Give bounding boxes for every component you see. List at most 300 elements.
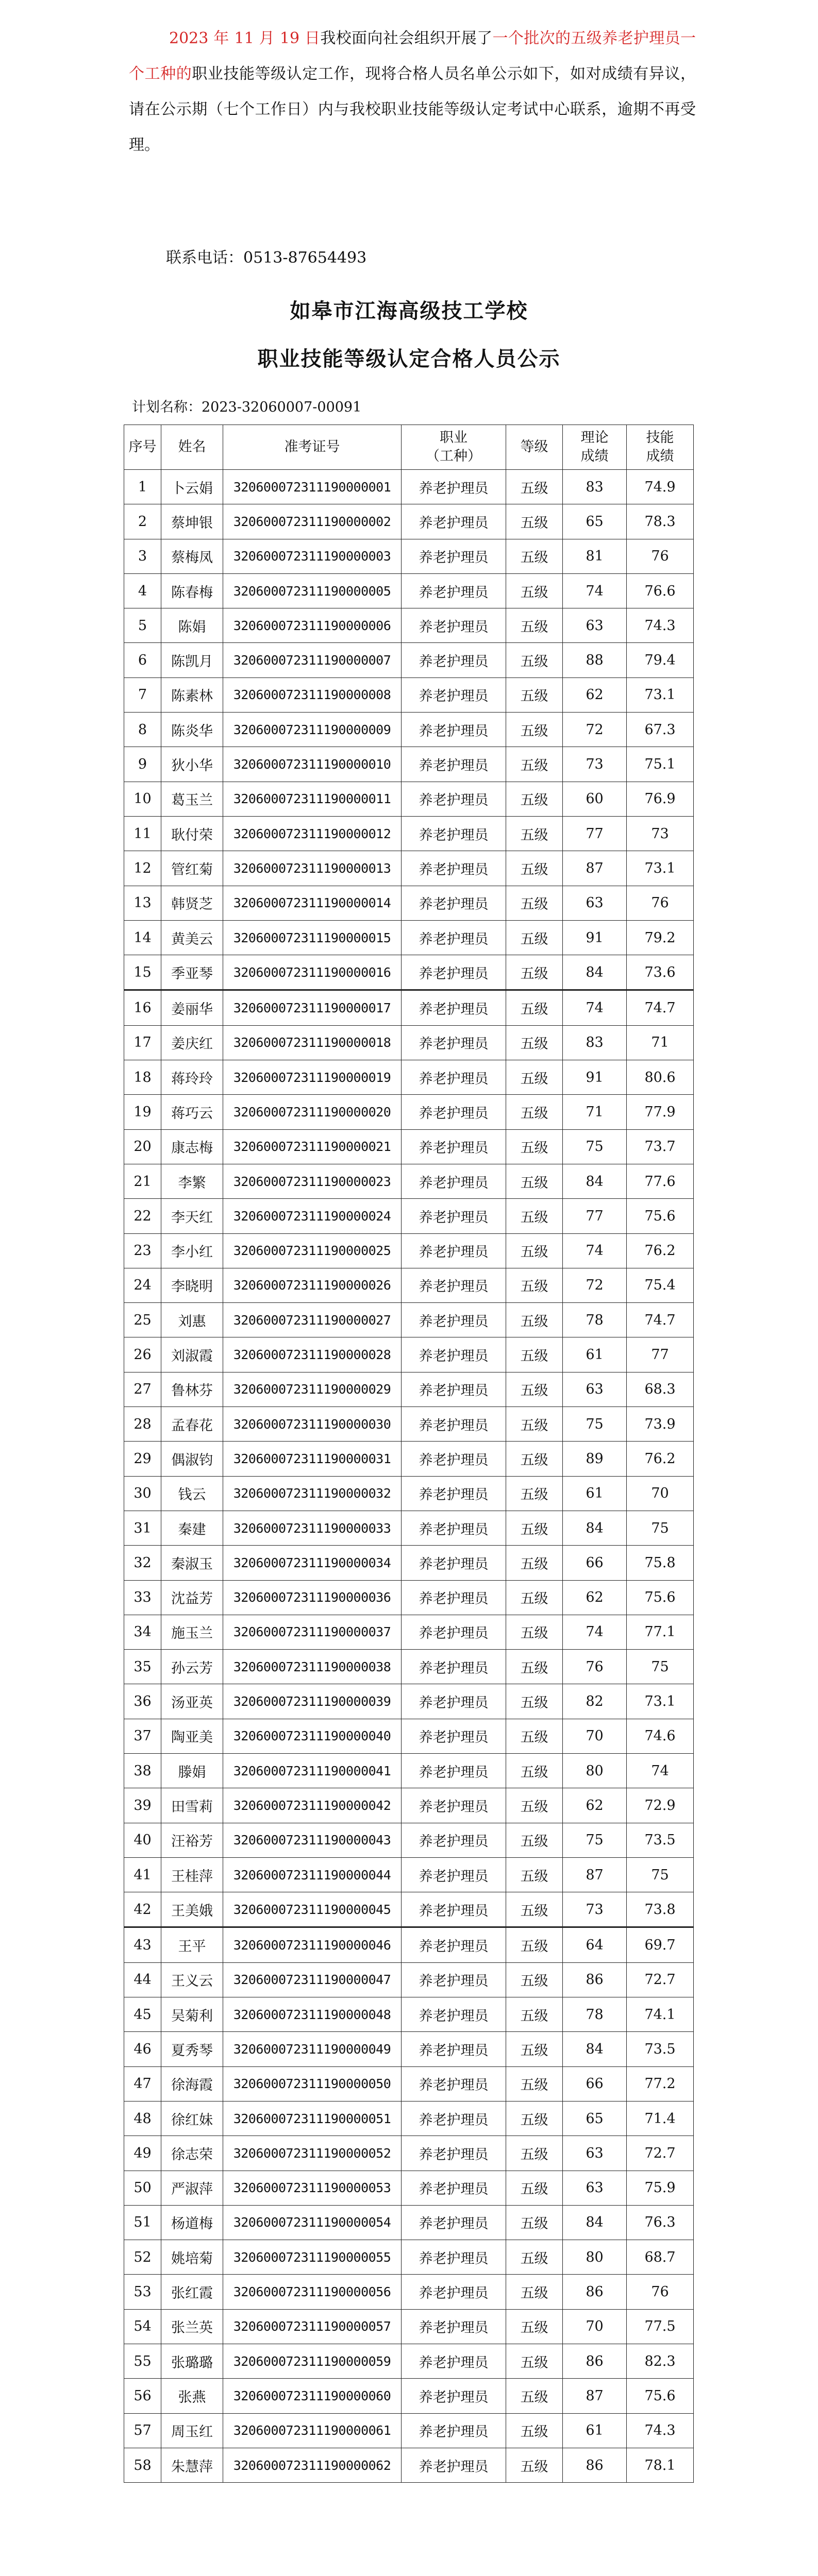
cell-job: 养老护理员 xyxy=(402,713,506,747)
cell-theory: 84 xyxy=(563,2032,627,2066)
cell-seq: 25 xyxy=(124,1303,161,1337)
cell-theory: 74 xyxy=(563,573,627,608)
cell-skill: 73.7 xyxy=(627,1129,694,1164)
cell-level: 五级 xyxy=(506,1233,563,1268)
cell-seq: 34 xyxy=(124,1615,161,1649)
cell-ticket: 320600072311190000059 xyxy=(223,2344,402,2379)
cell-name: 王桂萍 xyxy=(161,1857,223,1892)
cell-ticket: 320600072311190000005 xyxy=(223,573,402,608)
cell-theory: 80 xyxy=(563,1753,627,1788)
cell-skill: 78.3 xyxy=(627,504,694,539)
cell-job: 养老护理员 xyxy=(402,1788,506,1823)
cell-seq: 17 xyxy=(124,1025,161,1060)
table-row xyxy=(124,1268,694,1302)
cell-level: 五级 xyxy=(506,990,563,1025)
cell-ticket: 320600072311190000040 xyxy=(223,1719,402,1753)
cell-ticket: 320600072311190000011 xyxy=(223,782,402,816)
cell-job: 养老护理员 xyxy=(402,1684,506,1719)
cell-seq: 44 xyxy=(124,1962,161,1997)
table-row xyxy=(124,1753,694,1788)
table-row xyxy=(124,470,694,504)
cell-level: 五级 xyxy=(506,816,563,851)
cell-skill: 74.7 xyxy=(627,1303,694,1337)
cell-level: 五级 xyxy=(506,1511,563,1545)
cell-level: 五级 xyxy=(506,1095,563,1129)
table-row xyxy=(124,1407,694,1442)
cell-skill: 76.9 xyxy=(627,782,694,816)
cell-theory: 61 xyxy=(563,1476,627,1511)
cell-job: 养老护理员 xyxy=(402,2413,506,2448)
table-row xyxy=(124,539,694,573)
cell-skill: 77.2 xyxy=(627,2066,694,2101)
qualified-personnel-table xyxy=(124,425,694,2483)
cell-name: 王平 xyxy=(161,1927,223,1962)
cell-level: 五级 xyxy=(506,2379,563,2413)
cell-level: 五级 xyxy=(506,1337,563,1372)
table-row xyxy=(124,886,694,920)
cell-ticket: 320600072311190000055 xyxy=(223,2240,402,2275)
notice-batch: 一个批次的五级养老护理员一个工种的 xyxy=(129,29,696,83)
cell-name: 季亚琴 xyxy=(161,955,223,990)
table-row xyxy=(124,1857,694,1892)
cell-ticket: 320600072311190000001 xyxy=(223,470,402,504)
cell-level: 五级 xyxy=(506,1823,563,1857)
cell-skill: 74.6 xyxy=(627,1719,694,1753)
table-row xyxy=(124,1719,694,1753)
cell-name: 杨道梅 xyxy=(161,2205,223,2240)
cell-skill: 73.8 xyxy=(627,1892,694,1927)
cell-seq: 24 xyxy=(124,1268,161,1302)
cell-ticket: 320600072311190000032 xyxy=(223,1476,402,1511)
cell-theory: 62 xyxy=(563,677,627,712)
cell-seq: 28 xyxy=(124,1407,161,1442)
cell-seq: 20 xyxy=(124,1129,161,1164)
notice-date: 2023 年 11 月 19 日 xyxy=(169,29,321,47)
cell-job: 养老护理员 xyxy=(402,1303,506,1337)
cell-level: 五级 xyxy=(506,1892,563,1927)
cell-level: 五级 xyxy=(506,573,563,608)
cell-seq: 14 xyxy=(124,920,161,955)
cell-skill: 74.9 xyxy=(627,470,694,504)
cell-skill: 79.2 xyxy=(627,920,694,955)
cell-job: 养老护理员 xyxy=(402,2344,506,2379)
cell-seq: 4 xyxy=(124,573,161,608)
table-row xyxy=(124,816,694,851)
table-row xyxy=(124,2448,694,2482)
cell-theory: 65 xyxy=(563,2101,627,2136)
table-row xyxy=(124,2240,694,2275)
cell-name: 陈炎华 xyxy=(161,713,223,747)
cell-seq: 6 xyxy=(124,643,161,677)
table-row xyxy=(124,504,694,539)
table-row xyxy=(124,1927,694,1962)
cell-skill: 75.1 xyxy=(627,747,694,782)
cell-skill: 71 xyxy=(627,1025,694,1060)
cell-job: 养老护理员 xyxy=(402,2171,506,2205)
cell-job: 养老护理员 xyxy=(402,1233,506,1268)
table-row xyxy=(124,851,694,886)
header-skill-line2: 成绩 xyxy=(646,448,674,464)
cell-seq: 27 xyxy=(124,1372,161,1406)
header-theory xyxy=(563,425,627,470)
cell-skill: 77.9 xyxy=(627,1095,694,1129)
cell-level: 五级 xyxy=(506,1719,563,1753)
cell-seq: 49 xyxy=(124,2136,161,2171)
cell-ticket: 320600072311190000057 xyxy=(223,2309,402,2344)
cell-seq: 40 xyxy=(124,1823,161,1857)
table-row xyxy=(124,2413,694,2448)
cell-seq: 42 xyxy=(124,1892,161,1927)
cell-name: 陈凯月 xyxy=(161,643,223,677)
cell-ticket: 320600072311190000046 xyxy=(223,1927,402,1962)
cell-skill: 76 xyxy=(627,886,694,920)
cell-theory: 82 xyxy=(563,1684,627,1719)
contact-phone: 联系电话：0513-87654493 xyxy=(166,249,367,267)
cell-theory: 70 xyxy=(563,1719,627,1753)
cell-skill: 76.6 xyxy=(627,573,694,608)
table-row xyxy=(124,1546,694,1580)
school-title: 如皋市江海高级技工学校 xyxy=(290,299,528,323)
table-row xyxy=(124,1337,694,1372)
cell-job: 养老护理员 xyxy=(402,1997,506,2032)
cell-name: 严淑萍 xyxy=(161,2171,223,2205)
cell-name: 蒋巧云 xyxy=(161,1095,223,1129)
cell-job: 养老护理员 xyxy=(402,677,506,712)
cell-skill: 75.6 xyxy=(627,2379,694,2413)
cell-seq: 55 xyxy=(124,2344,161,2379)
cell-ticket: 320600072311190000008 xyxy=(223,677,402,712)
cell-level: 五级 xyxy=(506,1580,563,1615)
cell-skill: 76.2 xyxy=(627,1442,694,1476)
cell-job: 养老护理员 xyxy=(402,1337,506,1372)
table-row xyxy=(124,677,694,712)
cell-skill: 73.1 xyxy=(627,677,694,712)
cell-job: 养老护理员 xyxy=(402,1580,506,1615)
cell-name: 黄美云 xyxy=(161,920,223,955)
cell-ticket: 320600072311190000045 xyxy=(223,1892,402,1927)
notice-paragraph xyxy=(129,21,696,163)
cell-theory: 74 xyxy=(563,1615,627,1649)
cell-seq: 22 xyxy=(124,1199,161,1233)
cell-theory: 86 xyxy=(563,2275,627,2309)
cell-skill: 75 xyxy=(627,1650,694,1684)
cell-level: 五级 xyxy=(506,1372,563,1406)
cell-name: 耿付荣 xyxy=(161,816,223,851)
cell-skill: 74 xyxy=(627,1753,694,1788)
table-row xyxy=(124,1233,694,1268)
cell-level: 五级 xyxy=(506,782,563,816)
cell-ticket: 320600072311190000043 xyxy=(223,1823,402,1857)
cell-skill: 73.5 xyxy=(627,1823,694,1857)
cell-skill: 75 xyxy=(627,1511,694,1545)
cell-skill: 77.6 xyxy=(627,1164,694,1198)
cell-ticket: 320600072311190000052 xyxy=(223,2136,402,2171)
cell-level: 五级 xyxy=(506,2344,563,2379)
cell-ticket: 320600072311190000060 xyxy=(223,2379,402,2413)
cell-ticket: 320600072311190000018 xyxy=(223,1025,402,1060)
cell-job: 养老护理员 xyxy=(402,1823,506,1857)
cell-level: 五级 xyxy=(506,539,563,573)
cell-job: 养老护理员 xyxy=(402,643,506,677)
cell-theory: 91 xyxy=(563,920,627,955)
cell-ticket: 320600072311190000034 xyxy=(223,1546,402,1580)
cell-skill: 73.9 xyxy=(627,1407,694,1442)
cell-theory: 72 xyxy=(563,713,627,747)
cell-job: 养老护理员 xyxy=(402,504,506,539)
cell-ticket: 320600072311190000049 xyxy=(223,2032,402,2066)
cell-name: 周玉红 xyxy=(161,2413,223,2448)
cell-job: 养老护理员 xyxy=(402,1650,506,1684)
cell-job: 养老护理员 xyxy=(402,816,506,851)
cell-skill: 76 xyxy=(627,539,694,573)
cell-seq: 13 xyxy=(124,886,161,920)
cell-ticket: 320600072311190000044 xyxy=(223,1857,402,1892)
cell-level: 五级 xyxy=(506,1997,563,2032)
cell-skill: 68.3 xyxy=(627,1372,694,1406)
cell-theory: 76 xyxy=(563,1650,627,1684)
cell-theory: 60 xyxy=(563,782,627,816)
cell-level: 五级 xyxy=(506,713,563,747)
table-row xyxy=(124,920,694,955)
cell-name: 秦建 xyxy=(161,1511,223,1545)
cell-level: 五级 xyxy=(506,470,563,504)
cell-theory: 84 xyxy=(563,1164,627,1198)
cell-skill: 67.3 xyxy=(627,713,694,747)
cell-level: 五级 xyxy=(506,1407,563,1442)
cell-seq: 57 xyxy=(124,2413,161,2448)
cell-seq: 2 xyxy=(124,504,161,539)
cell-job: 养老护理员 xyxy=(402,2136,506,2171)
notice-title: 职业技能等级认定合格人员公示 xyxy=(257,347,561,371)
cell-name: 鲁林芬 xyxy=(161,1372,223,1406)
header-name: 姓名 xyxy=(161,425,223,470)
cell-ticket: 320600072311190000054 xyxy=(223,2205,402,2240)
table-row xyxy=(124,1788,694,1823)
cell-job: 养老护理员 xyxy=(402,608,506,643)
cell-ticket: 320600072311190000051 xyxy=(223,2101,402,2136)
cell-level: 五级 xyxy=(506,920,563,955)
cell-seq: 7 xyxy=(124,677,161,712)
table-row xyxy=(124,2205,694,2240)
cell-ticket: 320600072311190000056 xyxy=(223,2275,402,2309)
cell-skill: 77 xyxy=(627,1337,694,1372)
cell-theory: 86 xyxy=(563,2448,627,2482)
cell-level: 五级 xyxy=(506,1753,563,1788)
table-row xyxy=(124,1372,694,1406)
cell-job: 养老护理员 xyxy=(402,1268,506,1302)
cell-job: 养老护理员 xyxy=(402,851,506,886)
cell-seq: 47 xyxy=(124,2066,161,2101)
cell-skill: 74.3 xyxy=(627,2413,694,2448)
cell-skill: 82.3 xyxy=(627,2344,694,2379)
cell-level: 五级 xyxy=(506,608,563,643)
plan-name: 计划名称：2023-32060007-00091 xyxy=(132,399,362,415)
cell-seq: 12 xyxy=(124,851,161,886)
cell-skill: 79.4 xyxy=(627,643,694,677)
cell-level: 五级 xyxy=(506,2448,563,2482)
cell-level: 五级 xyxy=(506,1199,563,1233)
cell-job: 养老护理员 xyxy=(402,2240,506,2275)
cell-name: 卜云娟 xyxy=(161,470,223,504)
cell-seq: 9 xyxy=(124,747,161,782)
cell-name: 施玉兰 xyxy=(161,1615,223,1649)
cell-seq: 26 xyxy=(124,1337,161,1372)
cell-seq: 51 xyxy=(124,2205,161,2240)
cell-name: 姜丽华 xyxy=(161,990,223,1025)
cell-theory: 61 xyxy=(563,2413,627,2448)
cell-skill: 73 xyxy=(627,816,694,851)
table-row xyxy=(124,573,694,608)
cell-level: 五级 xyxy=(506,886,563,920)
cell-skill: 75.6 xyxy=(627,1199,694,1233)
cell-job: 养老护理员 xyxy=(402,1892,506,1927)
cell-theory: 87 xyxy=(563,851,627,886)
cell-ticket: 320600072311190000026 xyxy=(223,1268,402,1302)
cell-theory: 89 xyxy=(563,1442,627,1476)
cell-job: 养老护理员 xyxy=(402,920,506,955)
cell-job: 养老护理员 xyxy=(402,1476,506,1511)
cell-theory: 62 xyxy=(563,1580,627,1615)
cell-skill: 69.7 xyxy=(627,1927,694,1962)
cell-ticket: 320600072311190000048 xyxy=(223,1997,402,2032)
cell-level: 五级 xyxy=(506,1164,563,1198)
cell-name: 吴菊利 xyxy=(161,1997,223,2032)
cell-name: 陈春梅 xyxy=(161,573,223,608)
table-row xyxy=(124,643,694,677)
cell-skill: 73.5 xyxy=(627,2032,694,2066)
table-row xyxy=(124,1303,694,1337)
cell-ticket: 320600072311190000031 xyxy=(223,1442,402,1476)
cell-level: 五级 xyxy=(506,2240,563,2275)
cell-seq: 32 xyxy=(124,1546,161,1580)
cell-seq: 50 xyxy=(124,2171,161,2205)
cell-job: 养老护理员 xyxy=(402,1511,506,1545)
table-row xyxy=(124,1650,694,1684)
cell-name: 孙云芳 xyxy=(161,1650,223,1684)
cell-skill: 68.7 xyxy=(627,2240,694,2275)
cell-skill: 74.3 xyxy=(627,608,694,643)
cell-level: 五级 xyxy=(506,2205,563,2240)
cell-name: 蔡梅凤 xyxy=(161,539,223,573)
cell-skill: 74.1 xyxy=(627,1997,694,2032)
cell-ticket: 320600072311190000014 xyxy=(223,886,402,920)
cell-job: 养老护理员 xyxy=(402,990,506,1025)
cell-theory: 62 xyxy=(563,1788,627,1823)
cell-skill: 72.7 xyxy=(627,2136,694,2171)
header-ticket: 准考证号 xyxy=(223,425,402,470)
cell-name: 陈素林 xyxy=(161,677,223,712)
cell-job: 养老护理员 xyxy=(402,2205,506,2240)
cell-level: 五级 xyxy=(506,643,563,677)
cell-skill: 78.1 xyxy=(627,2448,694,2482)
cell-ticket: 320600072311190000042 xyxy=(223,1788,402,1823)
cell-name: 王美娥 xyxy=(161,1892,223,1927)
cell-job: 养老护理员 xyxy=(402,1372,506,1406)
cell-seq: 37 xyxy=(124,1719,161,1753)
cell-seq: 15 xyxy=(124,955,161,990)
table-row xyxy=(124,1892,694,1927)
cell-job: 养老护理员 xyxy=(402,2032,506,2066)
cell-theory: 63 xyxy=(563,2136,627,2171)
cell-name: 孟春花 xyxy=(161,1407,223,1442)
cell-name: 姜庆红 xyxy=(161,1025,223,1060)
cell-skill: 77.5 xyxy=(627,2309,694,2344)
table-row xyxy=(124,1997,694,2032)
cell-seq: 3 xyxy=(124,539,161,573)
cell-name: 蔡坤银 xyxy=(161,504,223,539)
cell-name: 偶淑钧 xyxy=(161,1442,223,1476)
cell-theory: 87 xyxy=(563,2379,627,2413)
cell-ticket: 320600072311190000028 xyxy=(223,1337,402,1372)
cell-job: 养老护理员 xyxy=(402,1129,506,1164)
cell-seq: 30 xyxy=(124,1476,161,1511)
cell-name: 韩贤芝 xyxy=(161,886,223,920)
table-row xyxy=(124,955,694,990)
table-row xyxy=(124,1164,694,1198)
cell-ticket: 320600072311190000010 xyxy=(223,747,402,782)
cell-ticket: 320600072311190000036 xyxy=(223,1580,402,1615)
cell-job: 养老护理员 xyxy=(402,1546,506,1580)
table-row xyxy=(124,1962,694,1997)
cell-ticket: 320600072311190000007 xyxy=(223,643,402,677)
cell-level: 五级 xyxy=(506,2171,563,2205)
cell-level: 五级 xyxy=(506,1303,563,1337)
table-row xyxy=(124,782,694,816)
cell-skill: 70 xyxy=(627,1476,694,1511)
cell-theory: 66 xyxy=(563,2066,627,2101)
cell-theory: 77 xyxy=(563,816,627,851)
cell-job: 养老护理员 xyxy=(402,747,506,782)
cell-level: 五级 xyxy=(506,747,563,782)
cell-name: 秦淑玉 xyxy=(161,1546,223,1580)
cell-job: 养老护理员 xyxy=(402,782,506,816)
cell-name: 李天红 xyxy=(161,1199,223,1233)
cell-level: 五级 xyxy=(506,2309,563,2344)
cell-seq: 23 xyxy=(124,1233,161,1268)
cell-theory: 73 xyxy=(563,747,627,782)
cell-name: 蒋玲玲 xyxy=(161,1060,223,1095)
cell-job: 养老护理员 xyxy=(402,2275,506,2309)
cell-theory: 63 xyxy=(563,2171,627,2205)
cell-theory: 61 xyxy=(563,1337,627,1372)
cell-job: 养老护理员 xyxy=(402,1857,506,1892)
table-row xyxy=(124,2275,694,2309)
cell-skill: 73.6 xyxy=(627,955,694,990)
cell-theory: 73 xyxy=(563,1892,627,1927)
cell-level: 五级 xyxy=(506,1546,563,1580)
table-row xyxy=(124,713,694,747)
cell-job: 养老护理员 xyxy=(402,1615,506,1649)
cell-ticket: 320600072311190000015 xyxy=(223,920,402,955)
cell-theory: 74 xyxy=(563,1233,627,1268)
cell-skill: 72.7 xyxy=(627,1962,694,1997)
cell-name: 汪裕芳 xyxy=(161,1823,223,1857)
cell-level: 五级 xyxy=(506,1650,563,1684)
cell-ticket: 320600072311190000019 xyxy=(223,1060,402,1095)
cell-theory: 86 xyxy=(563,2344,627,2379)
cell-seq: 8 xyxy=(124,713,161,747)
cell-level: 五级 xyxy=(506,2066,563,2101)
cell-ticket: 320600072311190000061 xyxy=(223,2413,402,2448)
cell-skill: 73.1 xyxy=(627,851,694,886)
cell-name: 李晓明 xyxy=(161,1268,223,1302)
cell-ticket: 320600072311190000037 xyxy=(223,1615,402,1649)
table-row xyxy=(124,1511,694,1545)
cell-theory: 72 xyxy=(563,1268,627,1302)
cell-level: 五级 xyxy=(506,1788,563,1823)
cell-seq: 31 xyxy=(124,1511,161,1545)
cell-level: 五级 xyxy=(506,1060,563,1095)
